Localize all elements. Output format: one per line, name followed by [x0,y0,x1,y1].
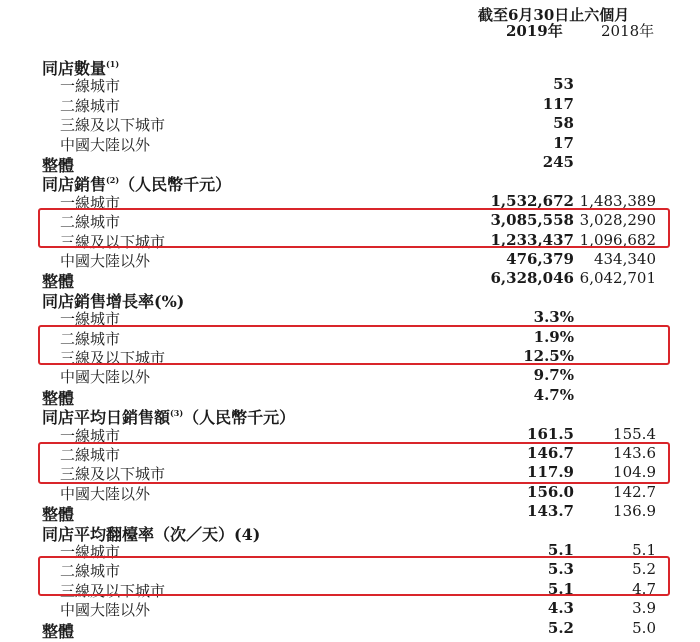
total-row [0,269,700,289]
row-label: 中國大陸以外 [60,368,151,386]
row-label: 一線城市 [60,194,121,212]
value-2019: 5.1 [547,541,574,559]
row-label: 一線城市 [60,543,121,561]
row-label: 二線城市 [60,97,121,115]
row-label: 中國大陸以外 [60,136,151,154]
value-2018: 434,340 [593,250,656,268]
highlight-box-growth [38,325,670,365]
row-label: 整體 [42,389,75,408]
row-label: 中國大陸以外 [60,485,151,503]
value-2018: 4.7 [632,580,656,598]
value-2019: 143.7 [527,502,574,520]
table-row [0,75,700,95]
footnote-marker: (3) [170,408,184,418]
section-heading-row [0,56,700,76]
row-label: 中國大陸以外 [60,252,151,270]
value-2018: 104.9 [613,463,656,481]
total-row [0,619,700,639]
section-heading-row [0,172,700,192]
value-2019: 53 [553,75,574,93]
value-2018: 5.0 [632,619,656,637]
value-2019: 476,379 [506,250,574,268]
row-label: 整體 [42,505,75,524]
value-2019: 161.5 [527,425,574,443]
section-heading-row [0,289,700,309]
value-2018: 5.1 [632,541,656,559]
table-row [0,483,700,503]
footnote-marker: (2) [106,175,120,185]
table-row [0,250,700,270]
row-label: 三線及以下城市 [60,582,166,600]
column-2019-header: 2019年 [506,22,563,40]
period-header: 截至6月30日止六個月 [478,6,630,24]
value-2019: 1,532,672 [490,192,574,210]
column-2018-header: 2018年 [601,22,655,40]
value-2019: 3.3% [533,308,574,326]
value-2019: 5.1 [547,580,574,598]
value-2018: 3,028,290 [579,211,656,229]
row-label: 三線及以下城市 [60,233,166,251]
section-heading-row [0,522,700,542]
row-label: 整體 [42,272,75,291]
section-heading-row [0,405,700,425]
value-2019: 156.0 [527,483,574,501]
row-label: 二線城市 [60,213,121,231]
highlight-box-turnover [38,556,670,596]
value-2019: 12.5% [523,347,574,365]
row-label: 一線城市 [60,77,121,95]
footnote-marker: (1) [106,59,120,69]
value-2018: 5.2 [632,560,656,578]
row-label: 一線城市 [60,427,121,445]
row-label: 一線城市 [60,310,121,328]
section-title: 同店銷售增長率(%) [42,292,185,311]
section-title: 同店平均翻檯率（次／天）(4) [42,525,261,544]
value-2018: 155.4 [613,425,656,443]
highlight-box-sales [38,208,670,248]
row-label: 二線城市 [60,446,121,464]
row-label: 二線城市 [60,330,121,348]
value-2019: 4.3 [547,599,574,617]
value-2019: 17 [553,134,574,152]
table-row [0,599,700,619]
value-2019: 1,233,437 [490,231,574,249]
value-2019: 3,085,558 [490,211,574,229]
value-2018: 6,042,701 [579,269,656,287]
highlight-box-daily-sales [38,442,670,484]
value-2019: 1.9% [533,328,574,346]
value-2019: 117.9 [527,463,574,481]
value-2018: 143.6 [613,444,656,462]
total-row [0,153,700,173]
value-2019: 117 [542,95,574,113]
value-2018: 3.9 [632,599,656,617]
section-title: 同店銷售$^{(2)}$（人民幣千元） [42,175,232,194]
table-row [0,134,700,154]
row-label: 中國大陸以外 [60,601,151,619]
row-label: 三線及以下城市 [60,349,166,367]
value-2019: 6,328,046 [490,269,574,287]
row-label: 二線城市 [60,562,121,580]
value-2019: 9.7% [533,366,574,384]
value-2019: 5.2 [547,619,574,637]
value-2019: 4.7% [533,386,574,404]
value-2019: 245 [542,153,574,171]
table-row [0,95,700,115]
row-label: 整體 [42,622,75,641]
value-2018: 1,483,389 [579,192,656,210]
row-label: 三線及以下城市 [60,465,166,483]
value-2019: 5.3 [547,560,574,578]
unit-label: (%) [154,292,185,311]
unit-label: （次／天）(4) [154,525,261,544]
total-row [0,502,700,522]
value-2018: 142.7 [613,483,656,501]
value-2018: 136.9 [613,502,656,520]
unit-label: （人民幣千元） [119,175,232,194]
value-2019: 58 [553,114,574,132]
total-row [0,386,700,406]
table-row [0,114,700,134]
row-label: 三線及以下城市 [60,116,166,134]
section-title: 同店平均日銷售額$^{(3)}$（人民幣千元） [42,408,296,427]
value-2018: 1,096,682 [579,231,656,249]
section-title: 同店數量$^{(1)}$ [42,59,120,78]
value-2019: 146.7 [527,444,574,462]
table-row [0,366,700,386]
unit-label: （人民幣千元） [183,408,296,427]
row-label: 整體 [42,156,75,175]
